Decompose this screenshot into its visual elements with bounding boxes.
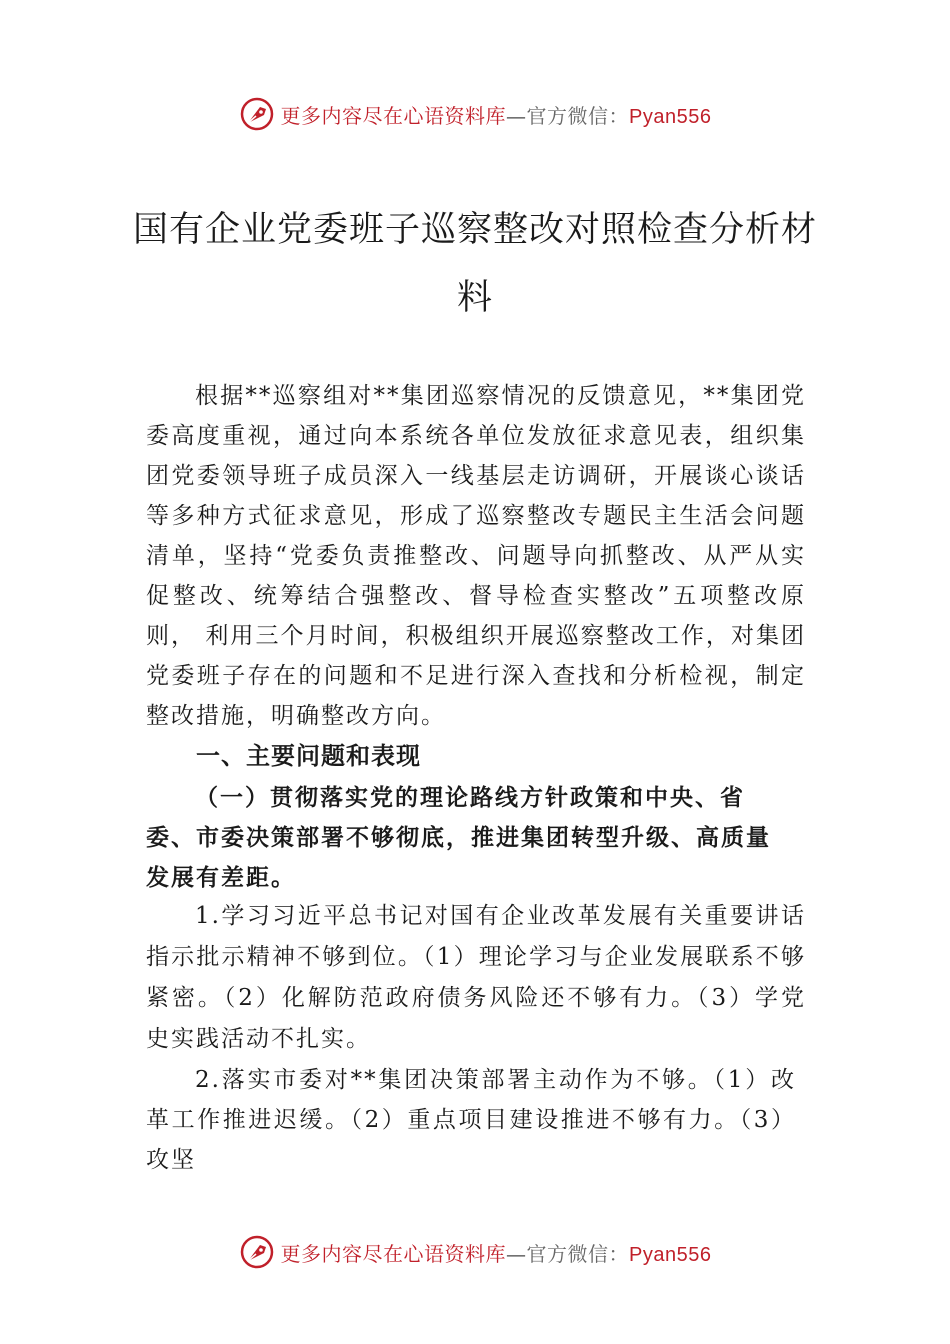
section-heading-main-problems: 一、主要问题和表现 [196, 742, 421, 770]
footer-watermark-banner [0, 1232, 950, 1272]
watermark-brand: 更多内容尽在心语资料库 [280, 1241, 507, 1266]
watermark-text [281, 1238, 712, 1267]
watermark-wechat-label: 官方微信： [526, 103, 630, 128]
watermark-separator: — [506, 1241, 527, 1266]
intro-paragraph: 根据**巡察组对**集团巡察情况的反馈意见，**集团党委高度重视，通过向本系统各单位发放征求意见表，组织集团党委领导班子成员深入一线基层走访调研，开展谈心谈话等多种方式征求意见，形成了巡察整改专题民主生活会问题清单，坚持“党委负责推整改、问题导向抓整改、从严从实 促整改、统筹结合强整改、督导检查实整改”五项整改原则， 利用三个月时间，积极组织开展巡察整改工作，对集团党委班子存在的问题和不足进行深入查找和分析检视，制定整改措施，明确整改方向。 [146, 383, 806, 729]
watermark-text [281, 100, 712, 129]
watermark-wechat-id: Pyan556 [629, 1243, 712, 1266]
watermark-wechat-label: 官方微信： [526, 1241, 630, 1266]
watermark-wechat-id: Pyan556 [629, 105, 712, 128]
watermark-brand: 更多内容尽在心语资料库 [280, 103, 507, 128]
pen-nib-logo-icon [239, 1234, 275, 1270]
problem-item-1: 1.学习习近平总书记对国有企业改革发展有关重要讲话指示批示精神不够到位。（1）理论学习与企业发展联系不够紧密。（2）化解防范政府债务风险还不够有力。（3）学党史实践活动不扎实。 [146, 903, 806, 1052]
subsection-heading-1: （一）贯彻落实党的理论路线方针政策和中央、省委、市委决策部署不够彻底，推进集团转型升级、高质量发展有差距。 [146, 784, 771, 891]
header-watermark-banner [0, 94, 950, 134]
problem-item-2: 2.落实市委对**集团决策部署主动作为不够。（1）改革工作推进迟缓。（2）重点项目建设推进不够有力。（3）攻坚 [146, 1067, 796, 1173]
watermark-separator: — [506, 103, 527, 128]
document-title: 国有企业党委班子巡察整改对照检查分析材料 [132, 210, 817, 318]
pen-nib-logo-icon [239, 96, 275, 132]
